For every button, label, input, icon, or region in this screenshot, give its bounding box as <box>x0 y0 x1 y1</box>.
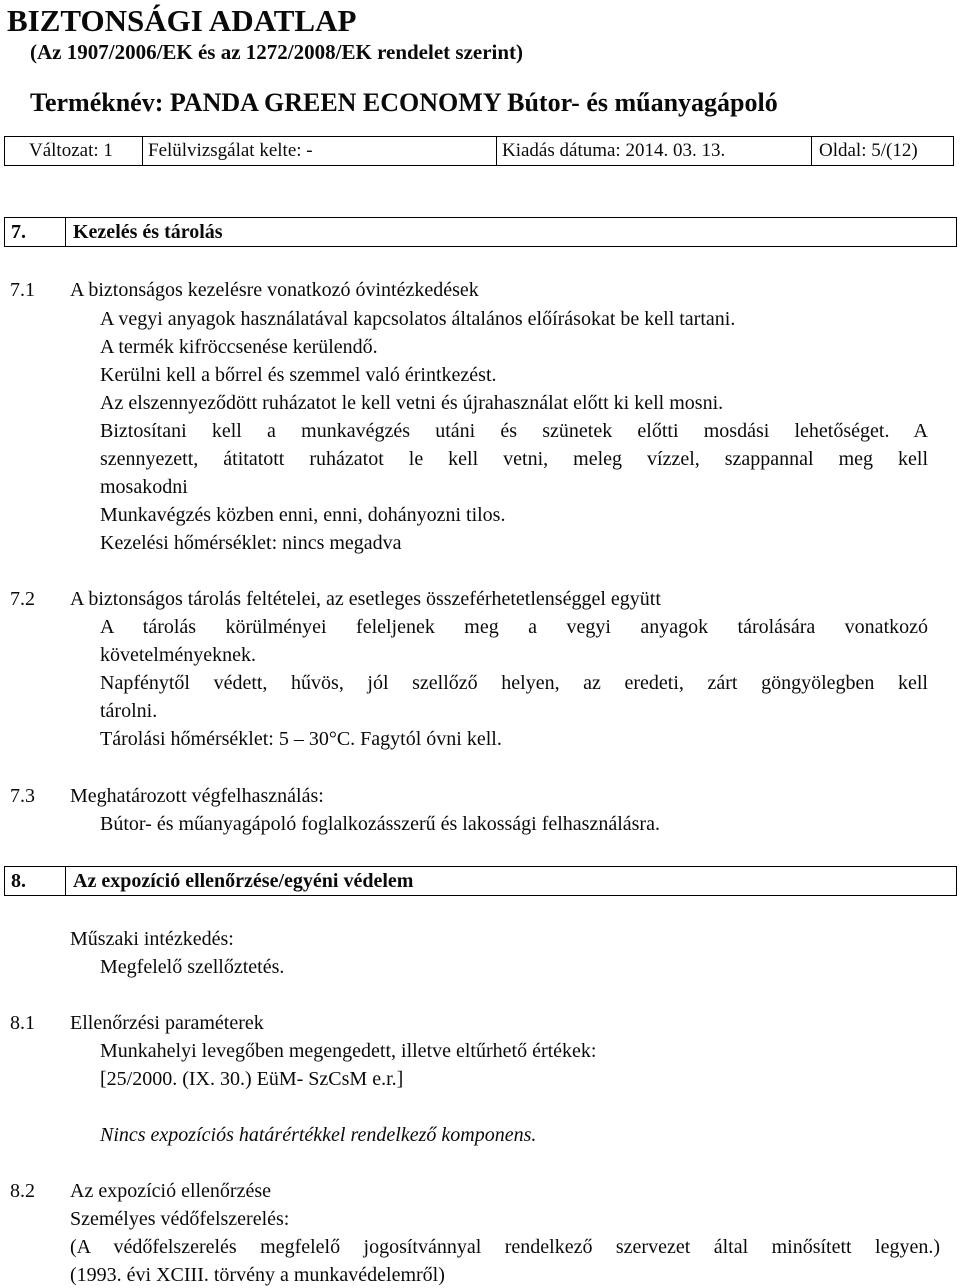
section-number: 7. <box>11 221 26 243</box>
text-line: követelményeknek. <box>100 644 257 666</box>
text-line: Napfénytől védett, hűvös, jól szellőző helyen, az eredeti, zárt göngyölegben kell <box>100 672 928 694</box>
text-line: A termék kifröccsenése kerülendő. <box>100 336 378 358</box>
section-7-header <box>4 217 957 247</box>
info-divider <box>142 137 143 165</box>
subsection-number: 7.1 <box>10 279 35 301</box>
subsection-heading: A biztonságos kezelésre vonatkozó óvintézkedések <box>70 279 479 301</box>
text-line: Személyes védőfelszerelés: <box>70 1208 290 1230</box>
text-line: tárolni. <box>100 700 158 722</box>
page-number-label: Oldal: 5/(12) <box>819 140 918 161</box>
subsection-number: 7.2 <box>10 588 35 610</box>
text-line: Tárolási hőmérséklet: 5 – 30°C. Fagytól óvni kell. <box>100 728 502 750</box>
section-divider <box>65 867 66 895</box>
subsection-number: 8.1 <box>10 1012 35 1034</box>
section-title: Kezelés és tárolás <box>73 221 223 243</box>
product-name: Terméknév: PANDA GREEN ECONOMY Bútor- és műanyagápoló <box>30 88 778 117</box>
document-title: BIZTONSÁGI ADATLAP <box>7 3 357 38</box>
technical-measures-heading: Műszaki intézkedés: <box>70 928 234 950</box>
issue-date-label: Kiadás dátuma: 2014. 03. 13. <box>502 140 726 161</box>
text-line: Munkavégzés közben enni, enni, dohányozni tilos. <box>100 504 506 526</box>
info-divider <box>496 137 497 165</box>
subsection-number: 8.2 <box>10 1180 35 1202</box>
text-line: Megfelelő szellőztetés. <box>100 956 285 978</box>
section-divider <box>65 218 66 246</box>
text-line: Kerülni kell a bőrrel és szemmel való érintkezést. <box>100 364 497 386</box>
subsection-number: 7.3 <box>10 785 35 807</box>
text-line: Kezelési hőmérséklet: nincs megadva <box>100 532 402 554</box>
subsection-heading: A biztonságos tárolás feltételei, az esetleges összeférhetetlenséggel együtt <box>70 588 661 610</box>
exposure-limit-note: Nincs expozíciós határértékkel rendelkező komponens. <box>100 1124 537 1146</box>
text-line: mosakodni <box>100 476 188 498</box>
version-label: Változat: 1 <box>29 140 113 161</box>
text-line: szennyezett, átitatott ruházatot le kell vetni, meleg vízzel, szappannal meg kell <box>100 448 928 470</box>
section-title: Az expozíció ellenőrzése/egyéni védelem <box>73 870 414 892</box>
text-line: (A védőfelszerelés megfelelő jogosítvánnyal rendelkező szervezet által minősített legyen.) <box>70 1236 940 1258</box>
review-date-label: Felülvizsgálat kelte: - <box>148 140 313 161</box>
text-line: A vegyi anyagok használatával kapcsolatos általános előírásokat be kell tartani. <box>100 308 736 330</box>
text-line: Bútor- és műanyagápoló foglalkozásszerű és lakossági felhasználásra. <box>100 813 660 835</box>
text-line: Az elszennyeződött ruházatot le kell vetni és újrahasználat előtt ki kell mosni. <box>100 392 724 414</box>
info-divider <box>811 137 812 165</box>
subsection-heading: Meghatározott végfelhasználás: <box>70 785 324 807</box>
section-8-header <box>4 866 957 896</box>
text-line: [25/2000. (IX. 30.) EüM- SzCsM e.r.] <box>100 1068 404 1090</box>
text-line: (1993. évi XCIII. törvény a munkavédelemről) <box>70 1264 445 1286</box>
regulation-subtitle: (Az 1907/2006/EK és az 1272/2008/EK rendelet szerint) <box>30 40 524 64</box>
text-line: Biztosítani kell a munkavégzés utáni és szünetek előtti mosdási lehetőséget. A <box>100 420 928 442</box>
text-line: A tárolás körülményei feleljenek meg a vegyi anyagok tárolására vonatkozó <box>100 616 928 638</box>
subsection-heading: Ellenőrzési paraméterek <box>70 1012 264 1034</box>
section-number: 8. <box>11 870 26 892</box>
subsection-heading: Az expozíció ellenőrzése <box>70 1180 272 1202</box>
text-line: Munkahelyi levegőben megengedett, illetve eltűrhető értékek: <box>100 1040 597 1062</box>
document-info-bar <box>4 136 954 166</box>
